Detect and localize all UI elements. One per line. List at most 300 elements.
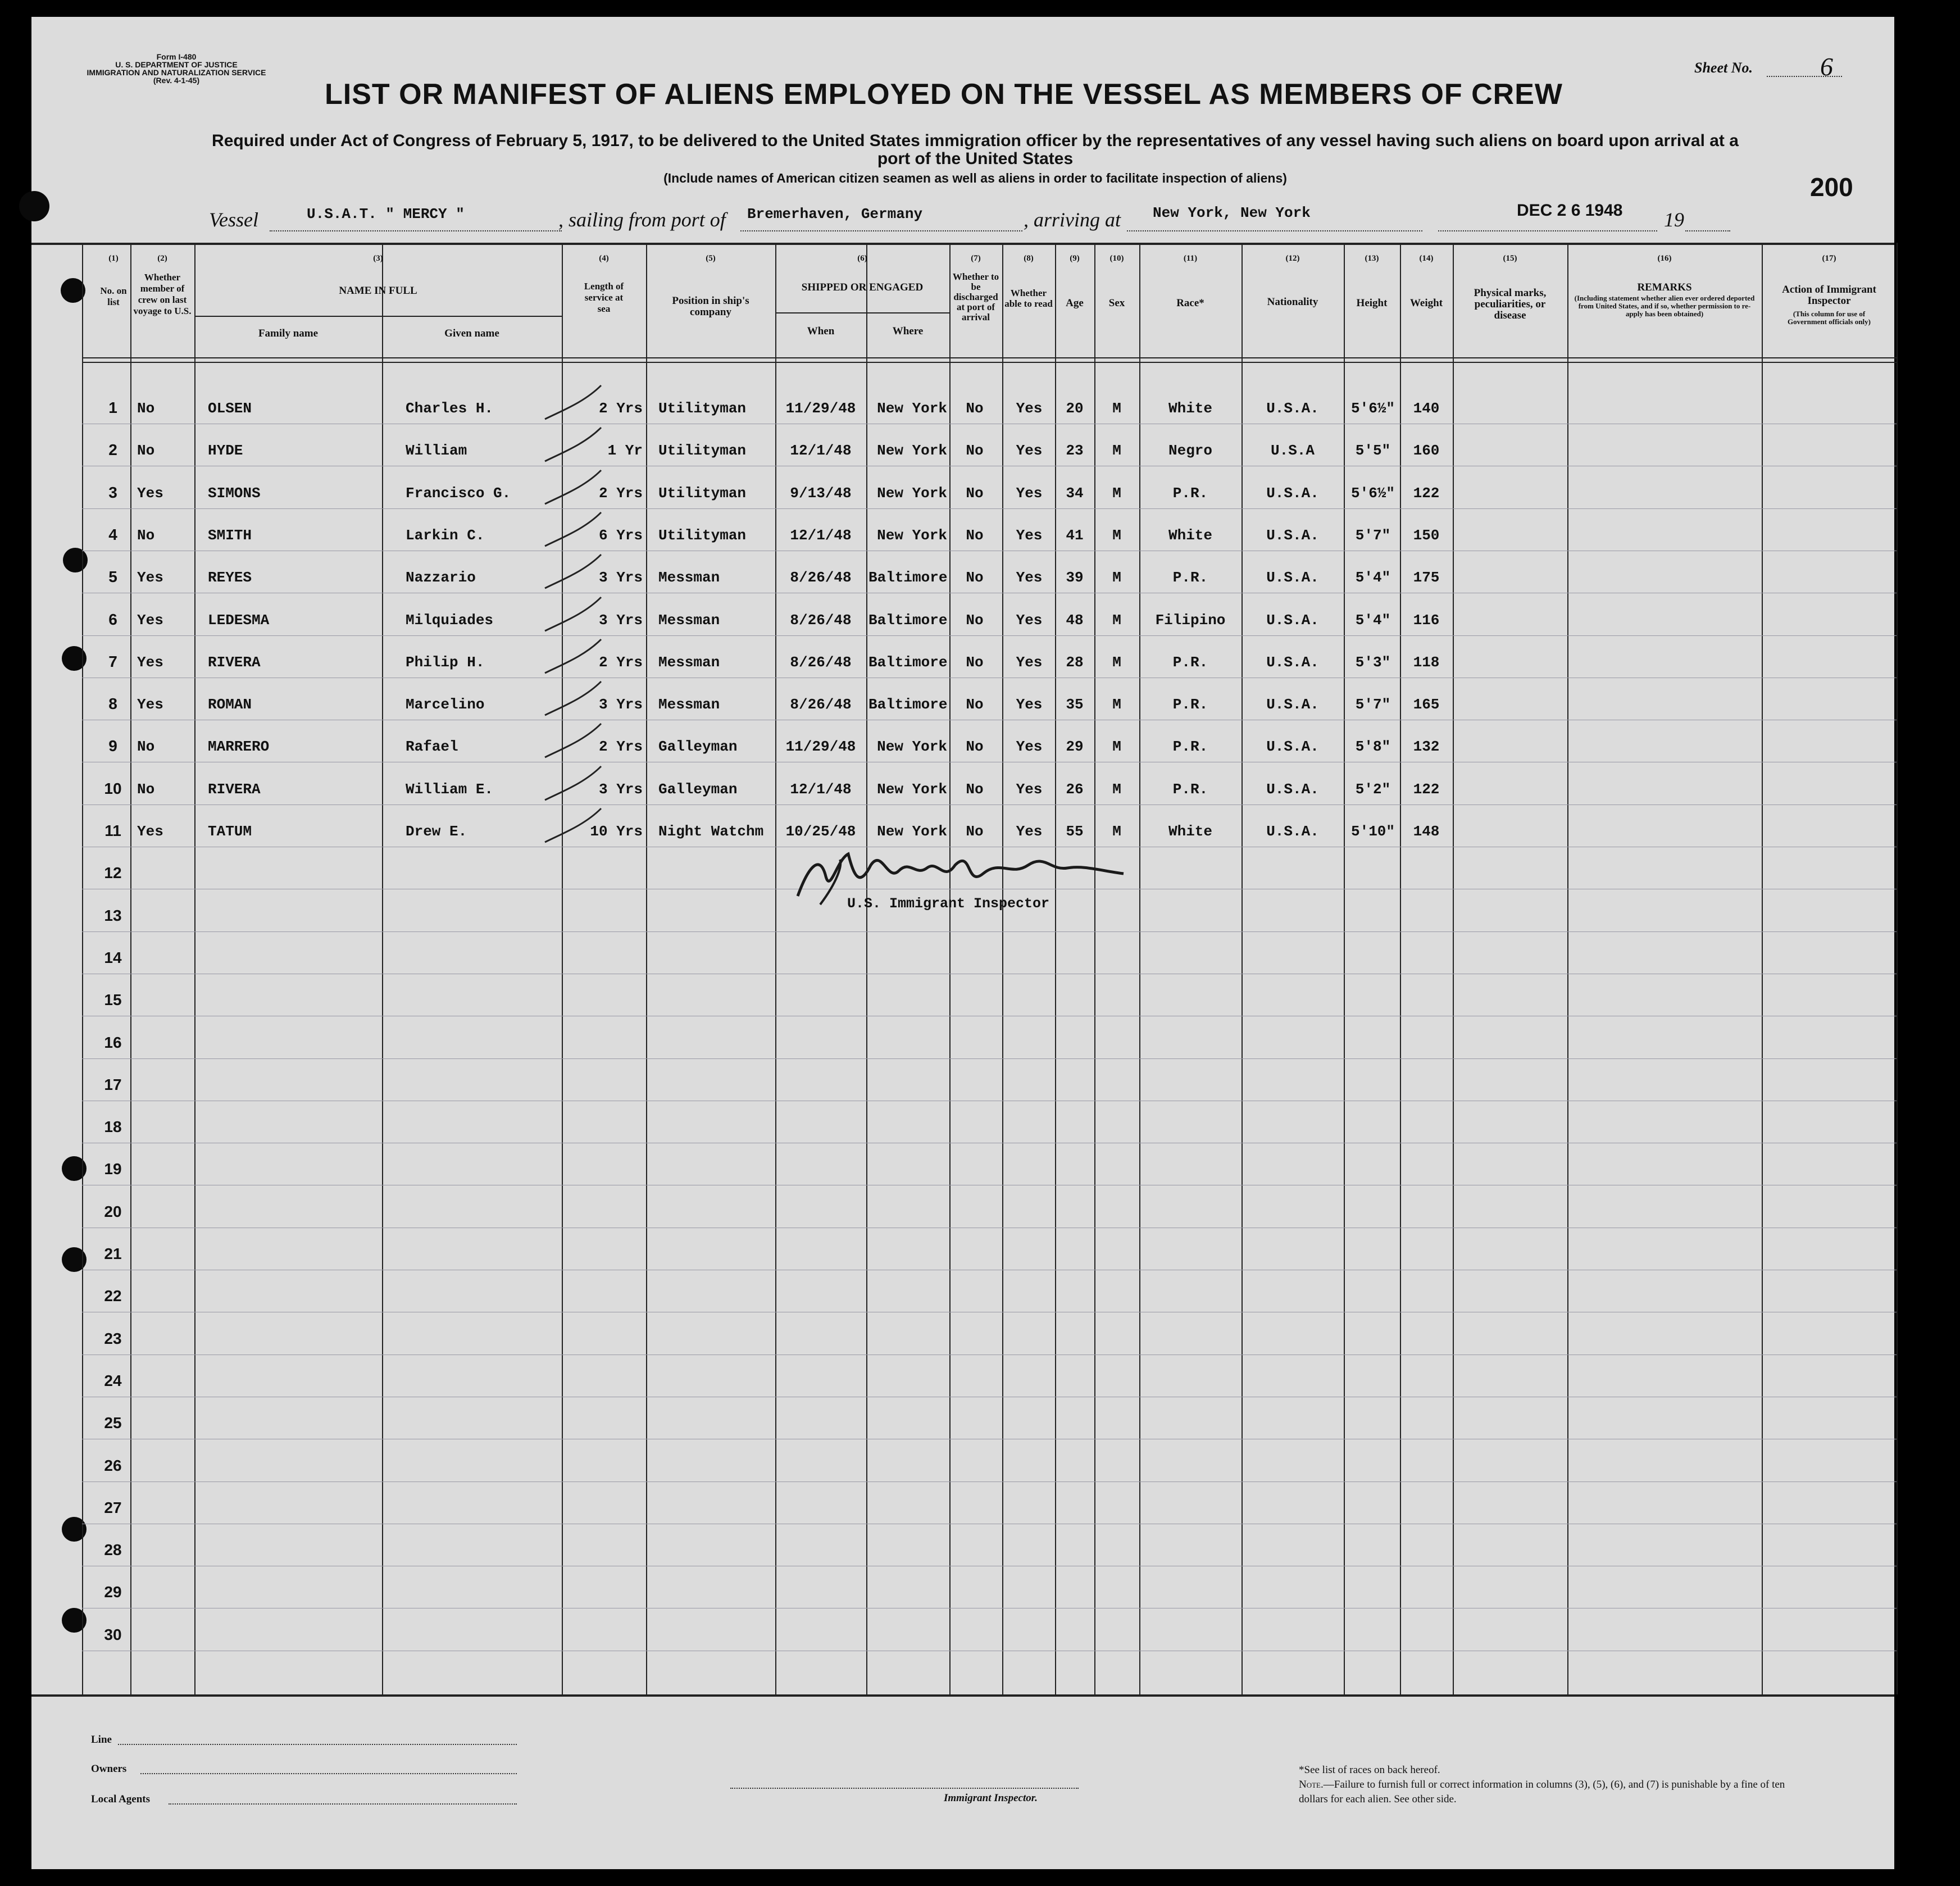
cell-nationality: U.S.A.: [1266, 654, 1319, 671]
cell-nationality: U.S.A.: [1266, 823, 1319, 840]
cell-where: New York: [877, 527, 947, 544]
cell-nationality: U.S.A.: [1266, 738, 1319, 755]
row-number: 8: [108, 695, 117, 712]
col-num-13: (13): [1365, 254, 1379, 263]
stamped-number: 200: [1810, 172, 1853, 202]
cell-discharged: No: [966, 823, 984, 840]
cell-height: 5'6½": [1350, 485, 1395, 502]
cell-sex: M: [1112, 738, 1121, 755]
cell-nationality: U.S.A.: [1266, 612, 1319, 629]
cell-age: 55: [1066, 823, 1084, 840]
cell-when: 12/1/48: [790, 527, 852, 544]
cell-service: 2 Yrs: [598, 738, 643, 755]
cell-family: RIVERA: [208, 781, 261, 798]
cell-family: OLSEN: [208, 400, 252, 417]
col-num-1: (1): [108, 254, 119, 263]
row-number: 13: [104, 907, 122, 924]
col-num-4: (4): [599, 254, 609, 263]
check-mark-icon: [539, 507, 629, 552]
agents-fill: [169, 1803, 517, 1805]
row-number: 9: [108, 737, 117, 755]
cell-height: 5'8": [1355, 738, 1391, 755]
col-header-sex: Sex: [1108, 297, 1125, 309]
col-header-read: Whether able to read: [1004, 288, 1053, 309]
col-header-family: Family name: [258, 328, 319, 339]
row-number: 21: [104, 1245, 122, 1262]
cell-when: 10/25/48: [785, 823, 856, 840]
cell-weight: 118: [1413, 654, 1440, 671]
form-number: Form I-480: [156, 52, 197, 61]
col-header-race: Race*: [1176, 297, 1204, 309]
cell-position: Utilityman: [658, 442, 747, 459]
cell-sex: M: [1112, 696, 1121, 713]
cell-race: Negro: [1168, 442, 1212, 459]
sailing-label: , sailing from port of: [558, 208, 726, 231]
cell-height: 5'4": [1355, 569, 1391, 586]
cell-age: 26: [1066, 781, 1084, 798]
cell-discharged: No: [966, 654, 984, 671]
cell-weight: 165: [1413, 696, 1440, 713]
cell-weight: 140: [1413, 400, 1440, 417]
cell-nationality: U.S.A.: [1266, 485, 1319, 502]
col-header-discharged: Whether to be discharged at port of arrival: [952, 271, 999, 322]
column-rule: [1762, 243, 1763, 1694]
cell-where: New York: [877, 400, 947, 417]
row-number: 12: [104, 864, 122, 881]
cell-position: Utilityman: [658, 485, 747, 502]
cell-service: 2 Yrs: [598, 485, 643, 502]
form-identification: [47, 53, 306, 84]
sheet-number: 6: [1820, 52, 1833, 81]
col-num-3: (3): [373, 254, 383, 263]
cell-when: 11/29/48: [785, 400, 856, 417]
year-fill-line: [1685, 230, 1730, 231]
cell-where: Baltimore: [868, 569, 948, 586]
cell-race: P.R.: [1172, 654, 1208, 671]
column-rule: [949, 243, 951, 1694]
cell-race: White: [1168, 400, 1212, 417]
cell-when: 8/26/48: [790, 654, 852, 671]
cell-where: Baltimore: [868, 654, 948, 671]
cell-nationality: U.S.A: [1270, 442, 1315, 459]
cell-read: Yes: [1016, 823, 1043, 840]
note-label: Note.: [1299, 1779, 1324, 1790]
col-num-7: (7): [971, 254, 981, 263]
cell-height: 5'10": [1350, 823, 1395, 840]
column-rule: [1344, 243, 1345, 1694]
cell-given: Drew E.: [406, 823, 467, 840]
col-num-17: (17): [1822, 254, 1836, 263]
column-rule: [82, 243, 83, 1694]
column-rule: [1002, 243, 1003, 1694]
col-header-remarks-sub: (Including statement whether alien ever ordered deported from United States, and if so, whether permission to re-apply has been obtained): [1574, 294, 1755, 318]
cell-weight: 122: [1413, 781, 1440, 798]
punch-hole: [63, 548, 88, 572]
column-rule: [130, 243, 131, 1694]
cell-age: 41: [1066, 527, 1084, 544]
cell-position: Night Watchm: [658, 823, 764, 840]
row-number: 23: [104, 1330, 122, 1347]
col-num-16: (16): [1657, 254, 1672, 263]
row-rule: [82, 1481, 1897, 1482]
cell-where: New York: [877, 738, 947, 755]
row-rule: [82, 635, 1897, 636]
column-rule: [194, 243, 195, 1694]
punch-hole: [19, 191, 49, 221]
check-mark-icon: [539, 803, 629, 848]
cell-height: 5'4": [1355, 612, 1391, 629]
cell-prev: No: [137, 527, 155, 544]
col-num-5: (5): [706, 254, 716, 263]
cell-discharged: No: [966, 527, 984, 544]
cell-position: Utilityman: [658, 400, 747, 417]
date-fill-line: [1438, 230, 1657, 231]
cell-discharged: No: [966, 781, 984, 798]
cell-race: P.R.: [1172, 781, 1208, 798]
column-rule: [1094, 243, 1095, 1694]
cell-weight: 150: [1413, 527, 1440, 544]
date-stamp: DEC 2 6 1948: [1517, 201, 1623, 220]
vessel-label: Vessel: [209, 208, 258, 231]
cell-height: 5'7": [1355, 696, 1391, 713]
col-header-nationality: Nationality: [1267, 296, 1318, 308]
cell-prev: Yes: [137, 569, 163, 586]
cell-race: White: [1168, 823, 1212, 840]
cell-given: Charles H.: [406, 400, 494, 417]
cell-age: 35: [1066, 696, 1084, 713]
check-mark-icon: [539, 761, 629, 806]
row-number: 20: [104, 1203, 122, 1220]
cell-read: Yes: [1016, 569, 1043, 586]
cell-given: Larkin C.: [406, 527, 485, 544]
cell-family: RIVERA: [208, 654, 261, 671]
row-rule: [82, 508, 1897, 509]
cell-height: 5'7": [1355, 527, 1391, 544]
col-header-age: Age: [1066, 297, 1084, 309]
cell-sex: M: [1112, 781, 1121, 798]
cell-position: Messman: [658, 696, 720, 713]
col-header-remarks: REMARKS: [1637, 281, 1692, 293]
cell-weight: 175: [1413, 569, 1440, 586]
cell-when: 11/29/48: [785, 738, 856, 755]
note-text: —Failure to furnish full or correct information in columns (3), (5), (6), and (7) is punishable by a fine of ten dollars for each alien. See other side.: [1299, 1779, 1785, 1805]
cell-discharged: No: [966, 442, 984, 459]
cell-discharged: No: [966, 696, 984, 713]
cell-position: Messman: [658, 569, 720, 586]
cell-nationality: U.S.A.: [1266, 781, 1319, 798]
year-prefix: 19: [1664, 208, 1684, 231]
row-number: 22: [104, 1287, 122, 1305]
row-number: 29: [104, 1583, 122, 1601]
cell-height: 5'3": [1355, 654, 1391, 671]
col-header-weight: Weight: [1409, 297, 1443, 309]
cell-service: 1 Yr: [607, 442, 643, 459]
row-rule: [82, 1058, 1897, 1059]
cell-prev: Yes: [137, 612, 163, 629]
cell-weight: 160: [1413, 442, 1440, 459]
col-header-position: Position in ship's company: [672, 295, 749, 318]
from-port-fill-line: [740, 230, 1022, 231]
cell-when: 9/13/48: [790, 485, 852, 502]
cell-sex: M: [1112, 527, 1121, 544]
cell-given: Rafael: [406, 738, 458, 755]
sheet-label: Sheet No.: [1694, 60, 1753, 76]
line-fill: [118, 1744, 517, 1745]
owners-label: Owners: [91, 1763, 127, 1775]
column-rule: [1567, 243, 1568, 1694]
check-mark-icon: [539, 549, 629, 594]
col-num-8: (8): [1024, 254, 1034, 263]
cell-service: 3 Yrs: [598, 781, 643, 798]
col-num-6: (6): [857, 254, 867, 263]
cell-given: Francisco G.: [406, 485, 511, 502]
row-number: 3: [108, 484, 117, 501]
cell-when: 8/26/48: [790, 569, 852, 586]
cell-where: New York: [877, 823, 947, 840]
header-bottom-rule: [82, 357, 1897, 358]
cell-age: 28: [1066, 654, 1084, 671]
cell-given: Philip H.: [406, 654, 485, 671]
cell-family: REYES: [208, 569, 252, 586]
row-number: 15: [104, 991, 122, 1008]
check-mark-icon: [539, 422, 629, 467]
cell-read: Yes: [1016, 442, 1043, 459]
row-number: 28: [104, 1541, 122, 1558]
cell-where: New York: [877, 485, 947, 502]
cell-family: ROMAN: [208, 696, 252, 713]
cell-read: Yes: [1016, 400, 1043, 417]
row-number: 10: [104, 780, 122, 797]
row-number: 17: [104, 1076, 122, 1093]
cell-race: P.R.: [1172, 485, 1208, 502]
row-number: 30: [104, 1626, 122, 1643]
cell-prev: Yes: [137, 823, 163, 840]
cell-height: 5'2": [1355, 781, 1391, 798]
cell-when: 12/1/48: [790, 781, 852, 798]
service-name: IMMIGRATION AND NATURALIZATION SERVICE: [87, 68, 266, 77]
cell-service: 2 Yrs: [598, 654, 643, 671]
cell-height: 5'5": [1355, 442, 1391, 459]
department-name: U. S. DEPARTMENT OF JUSTICE: [115, 60, 238, 69]
cell-where: Baltimore: [868, 612, 948, 629]
cell-discharged: No: [966, 612, 984, 629]
cell-race: P.R.: [1172, 696, 1208, 713]
cell-discharged: No: [966, 738, 984, 755]
row-number: 5: [108, 568, 117, 585]
where-rule: [866, 312, 867, 1694]
row-number: 11: [104, 822, 121, 839]
row-number: 6: [108, 611, 117, 628]
cell-nationality: U.S.A.: [1266, 400, 1319, 417]
cell-weight: 122: [1413, 485, 1440, 502]
cell-when: 8/26/48: [790, 696, 852, 713]
col-num-9: (9): [1070, 254, 1080, 263]
cell-read: Yes: [1016, 738, 1043, 755]
to-port: New York, New York: [1153, 204, 1311, 221]
requirement-line-1: Required under Act of Congress of February 5, 1917, to be delivered to the United States immigration officer by the representatives of any vessel having such aliens on board upon arrival at a: [212, 131, 1739, 150]
cell-when: 12/1/48: [790, 442, 852, 459]
column-rule: [1897, 243, 1898, 1694]
column-rule: [1242, 243, 1243, 1694]
cell-service: 10 Yrs: [590, 823, 643, 840]
cell-sex: M: [1112, 569, 1121, 586]
cell-prev: Yes: [137, 696, 163, 713]
col-header-physical: Physical marks, peculiarities, or disease: [1474, 287, 1547, 321]
check-mark-icon: [539, 380, 629, 425]
cell-position: Utilityman: [658, 527, 747, 544]
col-num-10: (10): [1109, 254, 1124, 263]
table-top-border: [31, 243, 1894, 245]
cell-given: Nazzario: [406, 569, 476, 586]
cell-family: LEDESMA: [208, 612, 270, 629]
row-number: 26: [104, 1457, 122, 1474]
row-number: 27: [104, 1499, 122, 1516]
row-number: 1: [108, 399, 117, 416]
cell-family: SMITH: [208, 527, 252, 544]
given-name-rule: [382, 316, 383, 1694]
cell-sex: M: [1112, 400, 1121, 417]
column-rule: [1139, 243, 1140, 1694]
row-number: 18: [104, 1118, 122, 1135]
check-mark-icon: [539, 676, 629, 721]
cell-prev: Yes: [137, 485, 163, 502]
name-subheader-rule: [194, 316, 562, 317]
check-mark-icon: [539, 718, 629, 763]
check-mark-icon: [539, 634, 629, 679]
cell-race: Filipino: [1155, 612, 1226, 629]
check-mark-icon: [539, 465, 629, 510]
cell-prev: No: [137, 738, 155, 755]
cell-read: Yes: [1016, 485, 1043, 502]
col-header-shipped: SHIPPED OR ENGAGED: [801, 281, 924, 293]
cell-prev: No: [137, 400, 155, 417]
col-header-crew: Whether member of crew on last voyage to U.S.: [133, 272, 192, 316]
col-num-14: (14): [1419, 254, 1434, 263]
cell-position: Messman: [658, 612, 720, 629]
requirement-line-2: port of the United States: [877, 149, 1074, 168]
cell-age: 34: [1066, 485, 1084, 502]
cell-when: 8/26/48: [790, 612, 852, 629]
cell-read: Yes: [1016, 696, 1043, 713]
col-header-height: Height: [1356, 297, 1388, 309]
col-header-where: Where: [892, 325, 924, 337]
inspector-stamp: U.S. Immigrant Inspector: [847, 896, 1050, 912]
row-number: 19: [104, 1160, 122, 1178]
cell-service: 3 Yrs: [598, 696, 643, 713]
row-number: 2: [108, 441, 117, 458]
line-label: Line: [91, 1734, 112, 1746]
cell-race: P.R.: [1172, 738, 1208, 755]
row-number: 16: [104, 1034, 122, 1051]
cell-discharged: No: [966, 485, 984, 502]
cell-sex: M: [1112, 612, 1121, 629]
column-rule: [775, 243, 776, 1694]
cell-position: Galleyman: [658, 781, 738, 798]
col-num-15: (15): [1503, 254, 1517, 263]
col-header-given: Given name: [444, 328, 499, 339]
cell-age: 39: [1066, 569, 1084, 586]
cell-read: Yes: [1016, 612, 1043, 629]
vessel-fill-line: [270, 230, 562, 231]
col-header-service: Length of service at sea: [584, 281, 624, 314]
cell-sex: M: [1112, 485, 1121, 502]
cell-service: 6 Yrs: [598, 527, 643, 544]
cell-family: HYDE: [208, 442, 243, 459]
row-number: 4: [108, 526, 117, 543]
cell-age: 29: [1066, 738, 1084, 755]
cell-given: Marcelino: [406, 696, 485, 713]
cell-nationality: U.S.A.: [1266, 696, 1319, 713]
col-num-11: (11): [1183, 254, 1198, 263]
cell-family: MARRERO: [208, 738, 270, 755]
col-header-action: Action of Immigrant Inspector: [1782, 284, 1876, 307]
cell-prev: No: [137, 442, 155, 459]
row-number: 14: [104, 949, 122, 966]
cell-read: Yes: [1016, 527, 1043, 544]
cell-given: William: [406, 442, 467, 459]
cell-age: 23: [1066, 442, 1084, 459]
cell-prev: Yes: [137, 654, 163, 671]
col-header-when: When: [807, 325, 835, 337]
cell-where: Baltimore: [868, 696, 948, 713]
row-number: 24: [104, 1372, 122, 1389]
cell-weight: 148: [1413, 823, 1440, 840]
cell-read: Yes: [1016, 781, 1043, 798]
cell-where: New York: [877, 442, 947, 459]
check-mark-icon: [539, 592, 629, 637]
col-header-action-sub: (This column for use of Government officials only): [1787, 310, 1871, 326]
cell-given: Milquiades: [406, 612, 494, 629]
from-port: Bremerhaven, Germany: [747, 206, 923, 222]
col-header-no: No. on list: [100, 285, 127, 307]
cell-nationality: U.S.A.: [1266, 527, 1319, 544]
col-num-2: (2): [157, 254, 167, 263]
race-note: *See list of races on back hereof.: [1299, 1764, 1440, 1776]
cell-service: 3 Yrs: [598, 612, 643, 629]
column-rule: [646, 243, 647, 1694]
cell-nationality: U.S.A.: [1266, 569, 1319, 586]
penalty-note: [1299, 1778, 1816, 1807]
cell-service: 3 Yrs: [598, 569, 643, 586]
cell-sex: M: [1112, 823, 1121, 840]
cell-age: 48: [1066, 612, 1084, 629]
cell-position: Messman: [658, 654, 720, 671]
column-rule: [1400, 243, 1401, 1694]
row-number: 25: [104, 1414, 122, 1431]
cell-where: New York: [877, 781, 947, 798]
cell-position: Galleyman: [658, 738, 738, 755]
cell-weight: 132: [1413, 738, 1440, 755]
table-bottom-border: [31, 1694, 1894, 1697]
inspector-fill: [730, 1788, 1079, 1789]
cell-weight: 116: [1413, 612, 1440, 629]
agents-label: Local Agents: [91, 1793, 151, 1805]
arriving-label: , arriving at: [1024, 208, 1121, 231]
cell-height: 5'6½": [1350, 400, 1395, 417]
requirement-text: [133, 132, 1818, 168]
to-port-fill-line: [1127, 230, 1422, 231]
cell-family: SIMONS: [208, 485, 261, 502]
col-header-name: NAME IN FULL: [339, 285, 417, 297]
cell-family: TATUM: [208, 823, 252, 840]
row-number: 7: [108, 653, 117, 670]
cell-sex: M: [1112, 654, 1121, 671]
cell-prev: No: [137, 781, 155, 798]
cell-age: 20: [1066, 400, 1084, 417]
inspector-label: Immigrant Inspector.: [944, 1792, 1038, 1804]
page-title: LIST OR MANIFEST OF ALIENS EMPLOYED ON THE VESSEL AS MEMBERS OF CREW: [325, 78, 1563, 111]
shipped-subheader-rule: [775, 312, 949, 313]
